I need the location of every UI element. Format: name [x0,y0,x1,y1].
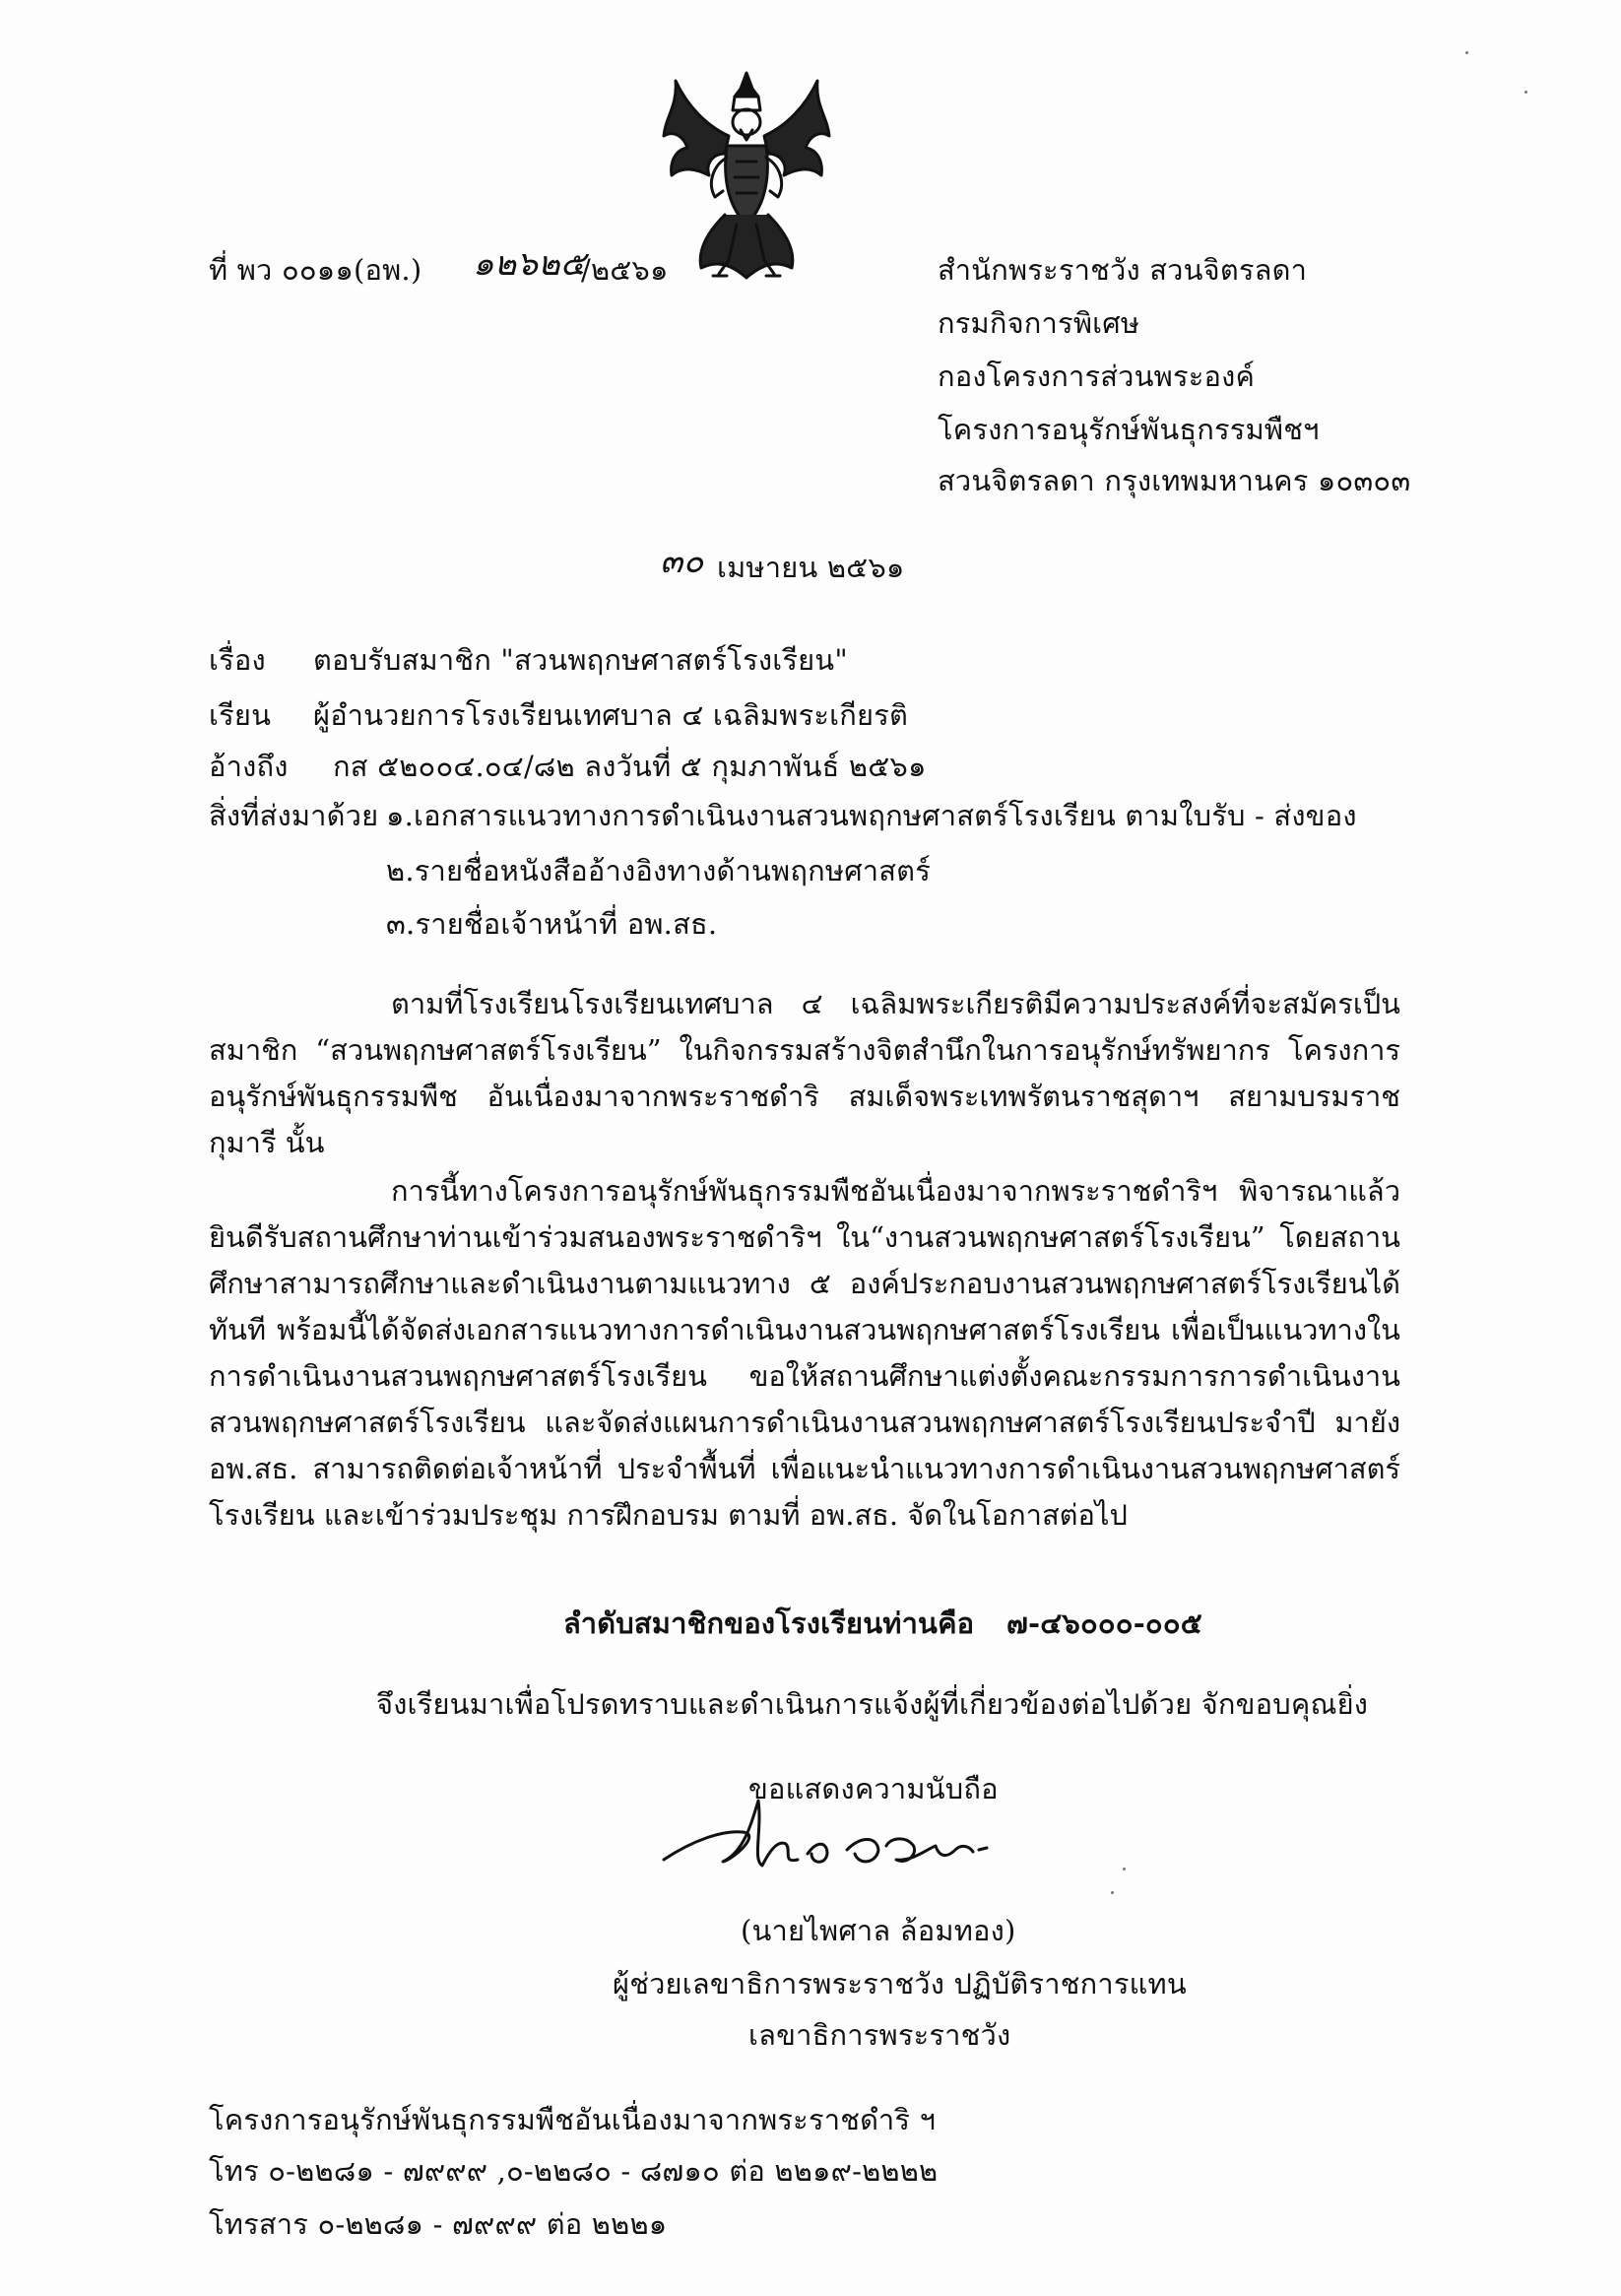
subject-value: ตอบรับสมาชิก "สวนพฤกษศาสตร์โรงเรียน" [313,643,848,677]
footer-org: โครงการอนุรักษ์พันธุกรรมพืชอันเนื่องมาจากพระราชดำริ ฯ [209,2103,937,2136]
body-paragraph-1-text: ตามที่โรงเรียนโรงเรียนเทศบาล ๔ เฉลิมพระเกียรติมีความประสงค์ที่จะสมัครเป็นสมาชิก “สวนพฤกษศาสตร์โรงเรียน” ในกิจกรรมสร้างจิตสำนึกในการอนุรักษ์ทรัพยากร โครงการอนุรักษ์พันธุกรรมพืช อันเนื่องมาจากพระราชดำริ สมเด็จพระเทพรัตนราชสุดาฯ สยามบรมราชกุมารี นั้น [209,987,1400,1159]
signatory-position-2: เลขาธิการพระราชวัง [748,2018,1011,2052]
handwritten-signature [654,1781,1028,1899]
body-paragraph-2 [209,1168,1400,1539]
scan-speck [1111,1891,1114,1894]
enclosure-item-1: ๑.เอกสารแนวทางการดำเนินงานสวนพฤกษศาสตร์โรงเรียน ตามใบรับ - ส่งของ [386,799,1357,832]
recipient-label: เรียน [209,698,272,732]
sender-line-2: กรมกิจการพิเศษ [938,306,1140,340]
enclosures-label: สิ่งที่ส่งมาด้วย [209,799,379,832]
scan-speck [1465,51,1468,54]
enclosure-item-2: ๒.รายชื่อหนังสืออ้างอิงทางด้านพฤกษศาสตร์ [386,854,931,887]
body-paragraph-2-text: การนี้ทางโครงการอนุรักษ์พันธุกรรมพืชอันเนื่องมาจากพระราชดำริฯ พิจารณาแล้ว ยินดีรับสถานศึกษาท่านเข้าร่วมสนองพระราชดำริฯ ใน“งานสวนพฤกษศาสตร์โรงเรียน” โดยสถานศึกษาสามารถศึกษาและดำเนินงานตามแนวทาง ๕ องค์ประกอบงานสวนพฤกษศาสตร์โรงเรียนได้ทันที พร้อมนี้ได้จัดส่งเอกสารแนวทางการดำเนินงานสวนพฤกษศาสตร์โรงเรียน เพื่อเป็นแนวทางในการดำเนินงานสวนพฤกษศาสตร์โรงเรียน ขอให้สถานศึกษาแต่งตั้งคณะกรรมการการดำเนินงานสวนพฤกษศาสตร์โรงเรียน และจัดส่งแผนการดำเนินงานสวนพฤกษศาสตร์โรงเรียนประจำปี มายัง อพ.สธ. สามารถติดต่อเจ้าหน้าที่ ประจำพื้นที่ เพื่อแนะนำแนวทางการดำเนินงานสวนพฤกษศาสตร์โรงเรียน และเข้าร่วมประชุม การฝึกอบรม ตามที่ อพ.สธ. จัดในโอกาสต่อไป [209,1174,1400,1532]
footer-phone: โทร ๐-๒๒๘๑ - ๗๙๙๙ ,๐-๒๒๘๐ - ๘๗๑๐ ต่อ ๒๒๑๙-๒๒๒๒ [209,2154,939,2188]
reference-value: กส ๕๒๐๐๔.๐๔/๘๒ ลงวันที่ ๕ กุมภาพันธ์ ๒๕๖๑ [333,750,927,783]
ref-year: /๒๕๖๑ [581,253,669,287]
member-label: ลำดับสมาชิกของโรงเรียนท่านคือ [563,1607,975,1640]
ref-prefix: ที่ พว ๐๐๑๑(อพ.) [209,253,422,287]
body-paragraph-1 [209,981,1400,1166]
recipient-value: ผู้อำนวยการโรงเรียนเทศบาล ๔ เฉลิมพระเกียรติ [313,698,909,732]
scan-speck [1123,1868,1126,1870]
date-rest: เมษายน ๒๕๖๑ [717,551,905,584]
sender-line-4: โครงการอนุรักษ์พันธุกรรมพืชฯ [938,413,1320,446]
member-number: ๗-๔๖๐๐๐-๐๐๕ [1006,1607,1202,1640]
sender-line-5: สวนจิตรลดา กรุงเทพมหานคร ๑๐๓๐๓ [938,464,1411,497]
garuda-emblem [658,67,835,290]
closing-request: จึงเรียนมาเพื่อโปรดทราบและดำเนินการแจ้งผู้ที่เกี่ยวข้องต่อไปด้วย จักขอบคุณยิ่ง [376,1687,1369,1721]
signatory-position-1: ผู้ช่วยเลขาธิการพระราชวัง ปฏิบัติราชการแทน [613,1967,1187,2001]
enclosure-item-3: ๓.รายชื่อเจ้าหน้าที่ อพ.สธ. [386,907,718,941]
sender-line-3: กองโครงการส่วนพระองค์ [938,360,1256,393]
ref-handwritten-number: ๑๒๖๒๕ [473,244,586,284]
footer-fax: โทรสาร ๐-๒๒๘๑ - ๗๙๙๙ ต่อ ๒๒๒๑ [209,2207,668,2241]
signatory-name: (นายไพศาล ล้อมทอง) [741,1914,1016,1947]
complimentary-close: ขอแสดงความนับถือ [748,1772,999,1805]
scan-speck [1524,91,1527,94]
date-day: ๓๐ [660,542,704,581]
subject-label: เรื่อง [209,643,266,677]
sender-line-1: สำนักพระราชวัง สวนจิตรลดา [938,253,1308,287]
reference-label: อ้างถึง [209,750,289,783]
